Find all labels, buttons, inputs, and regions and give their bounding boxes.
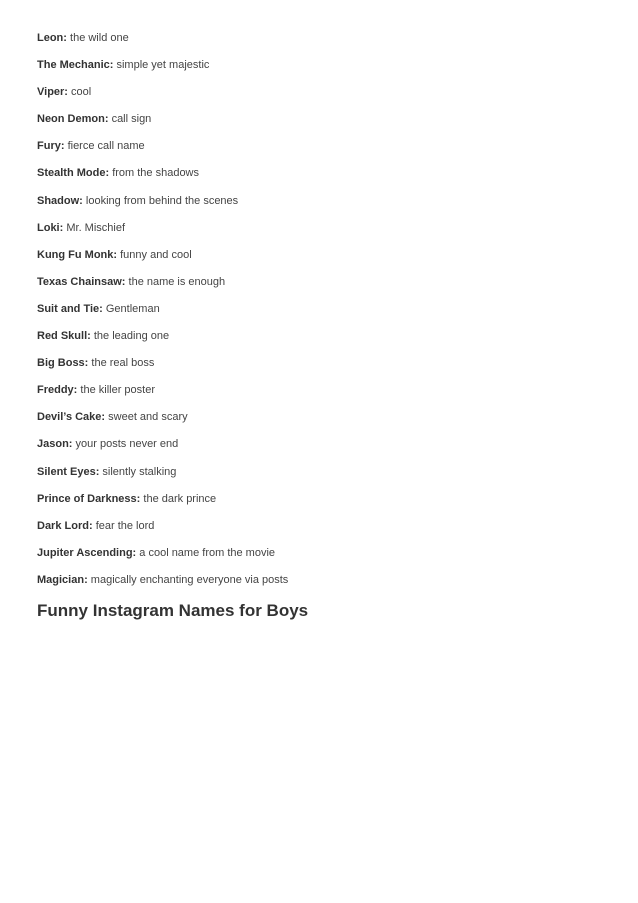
entry-name: Texas Chainsaw:: [37, 275, 126, 288]
entry-description: silently stalking: [102, 465, 177, 478]
entry-description: magically enchanting everyone via posts: [90, 573, 289, 586]
section-heading: Funny Instagram Names for Boys: [37, 601, 309, 620]
entry-name: Devil’s Cake:: [37, 411, 106, 424]
entry-description: fierce call name: [67, 140, 145, 153]
list-item: [37, 112, 288, 139]
entry-description: Gentleman: [105, 302, 160, 315]
list-item: [37, 85, 288, 112]
entry-description: the name is enough: [128, 275, 226, 288]
list-item: [37, 383, 288, 410]
list-item: [37, 275, 288, 302]
list-item: [37, 492, 288, 519]
list-item: [37, 302, 288, 329]
entry-name: Neon Demon:: [37, 113, 109, 126]
entry-name: Stealth Mode:: [37, 167, 110, 180]
list-item: [37, 465, 288, 492]
list-item: [37, 248, 288, 275]
entry-description: the real boss: [91, 357, 155, 370]
entry-description: call sign: [111, 113, 152, 126]
list-item: [37, 356, 288, 383]
entry-name: Silent Eyes:: [37, 465, 100, 478]
entry-description: Mr. Mischief: [66, 221, 126, 234]
entry-name: Freddy:: [37, 384, 78, 397]
entry-description: a cool name from the movie: [139, 546, 276, 559]
entry-description: cool: [71, 86, 92, 99]
entry-description: sweet and scary: [108, 411, 188, 424]
entry-description: from the shadows: [112, 167, 200, 180]
list-item: [37, 221, 288, 248]
entry-name: Kung Fu Monk:: [37, 248, 118, 261]
entry-name: Leon:: [37, 32, 67, 44]
entry-name: Magician:: [37, 573, 88, 586]
entry-name: Fury:: [37, 140, 65, 153]
entry-name: Suit and Tie:: [37, 302, 103, 315]
entry-name: Big Boss:: [37, 357, 89, 370]
entry-name: Dark Lord:: [37, 519, 93, 532]
entry-name: The Mechanic:: [37, 59, 114, 72]
list-item: [37, 437, 288, 464]
list-item: [37, 573, 288, 600]
entry-description: the dark prince: [143, 492, 217, 505]
list-item: [37, 410, 288, 437]
entry-description: funny and cool: [120, 248, 192, 261]
list-item: [37, 546, 288, 573]
entry-description: your posts never end: [75, 438, 179, 451]
entry-name: Prince of Darkness:: [37, 492, 141, 505]
list-item: [37, 519, 288, 546]
entry-name: Jason:: [37, 438, 73, 451]
entry-description: the wild one: [70, 32, 129, 44]
entry-description: fear the lord: [95, 519, 155, 532]
list-item: [37, 139, 288, 166]
entry-name: Viper:: [37, 86, 68, 99]
list-item: [37, 31, 288, 58]
entry-description: the leading one: [93, 330, 170, 343]
list-item: [37, 166, 288, 193]
list-item: [37, 58, 288, 85]
entry-description: the killer poster: [80, 384, 155, 397]
list-item: [37, 329, 288, 356]
entry-description: simple yet majestic: [116, 59, 210, 72]
entry-name: Red Skull:: [37, 330, 91, 343]
entry-name: Loki:: [37, 221, 64, 234]
name-list: [37, 31, 288, 600]
list-item: [37, 194, 288, 221]
entry-name: Jupiter Ascending:: [37, 546, 137, 559]
entry-description: looking from behind the scenes: [85, 194, 239, 207]
entry-name: Shadow:: [37, 194, 83, 207]
